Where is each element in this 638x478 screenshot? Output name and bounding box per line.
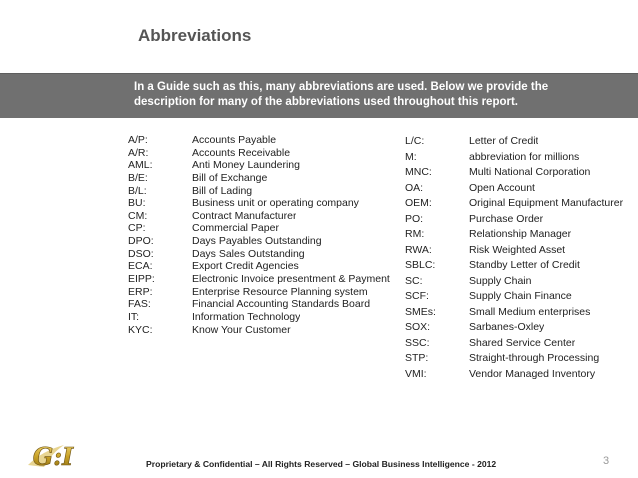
abbreviation-description: Straight-through Processing	[469, 352, 600, 364]
abbreviation-term: SMEs:	[405, 305, 436, 318]
abbreviation-description: Shared Service Center	[469, 336, 576, 349]
abbreviation-row	[405, 150, 637, 166]
abbreviation-description: Days Payables Outstanding	[192, 235, 322, 248]
abbreviation-term: A/R:	[128, 146, 149, 159]
abbreviation-term: OEM:	[405, 197, 432, 209]
abbreviation-term: STP:	[405, 352, 429, 364]
abbreviation-term: FAS:	[128, 298, 151, 311]
abbreviation-list-left	[128, 134, 398, 336]
abbreviation-term: DSO:	[128, 247, 154, 260]
abbreviation-row	[128, 260, 398, 273]
abbreviation-row	[128, 311, 398, 324]
abbreviation-term: EIPP:	[128, 273, 155, 286]
abbreviation-description: Small Medium enterprises	[469, 305, 591, 318]
abbreviation-description: Bill of Exchange	[192, 171, 268, 184]
abbreviation-description: Risk Weighted Asset	[469, 243, 566, 256]
abbreviation-description: Commercial Paper	[192, 222, 279, 235]
abbreviation-description: Multi National Corporation	[469, 166, 591, 178]
abbreviation-term: PO:	[405, 212, 424, 225]
abbreviation-description: Know Your Customer	[192, 323, 291, 336]
abbreviation-description: Supply Chain Finance	[469, 290, 572, 302]
abbreviation-description: abbreviation for millions	[469, 150, 580, 163]
abbreviation-row	[128, 235, 398, 248]
abbreviation-row	[405, 351, 637, 367]
abbreviation-term: A/P:	[128, 134, 148, 146]
intro-line-2: description for many of the abbreviations used throughout this report.	[134, 96, 518, 108]
abbreviation-description: Bill of Lading	[192, 184, 253, 197]
abbreviation-row	[128, 159, 398, 172]
abbreviation-term: RM:	[405, 228, 425, 240]
abbreviation-description: Accounts Receivable	[192, 146, 291, 159]
abbreviation-description: Purchase Order	[469, 212, 544, 225]
abbreviation-term: DPO:	[128, 235, 154, 248]
abbreviation-term: M:	[405, 150, 417, 163]
abbreviation-row	[405, 227, 637, 243]
abbreviation-description: Business unit or operating company	[192, 197, 359, 210]
abbreviation-row	[405, 165, 637, 181]
intro-line-1: In a Guide such as this, many abbreviations are used. Below we provide the	[134, 81, 549, 93]
abbreviation-term: L/C:	[405, 135, 425, 147]
abbreviation-term: SCF:	[405, 290, 429, 302]
abbreviation-term: MNC:	[405, 166, 432, 178]
abbreviation-row	[128, 172, 398, 185]
logo-text: G:I	[32, 442, 74, 471]
abbreviation-description: Relationship Manager	[469, 228, 572, 240]
abbreviation-description: Supply Chain	[469, 274, 532, 287]
abbreviation-row	[405, 336, 637, 352]
abbreviation-row	[405, 289, 637, 305]
abbreviation-term: CP:	[128, 222, 146, 235]
abbreviation-description: Standby Letter of Credit	[469, 259, 580, 271]
abbreviation-description: Original Equipment Manufacturer	[469, 197, 624, 209]
abbreviation-description: Vendor Managed Inventory	[469, 367, 596, 380]
abbreviation-row	[128, 248, 398, 261]
abbreviation-description: Letter of Credit	[469, 135, 539, 147]
abbreviation-row	[128, 298, 398, 311]
abbreviation-row	[405, 320, 637, 336]
abbreviation-row	[405, 212, 637, 228]
abbreviation-term: VMI:	[405, 367, 427, 380]
abbreviation-list-right	[405, 134, 637, 382]
abbreviation-row	[405, 305, 637, 321]
abbreviation-description: Enterprise Resource Planning system	[192, 285, 368, 298]
abbreviation-row	[128, 197, 398, 210]
abbreviation-row	[405, 367, 637, 383]
abbreviation-description: Days Sales Outstanding	[192, 247, 305, 260]
abbreviation-row	[128, 273, 398, 286]
abbreviation-row	[405, 274, 637, 290]
abbreviation-row	[128, 134, 398, 147]
page-title: Abbreviations	[138, 26, 252, 45]
intro-text	[134, 80, 604, 110]
abbreviation-description: Contract Manufacturer	[192, 209, 297, 222]
footer-text: Proprietary & Confidential – All Rights Reserved – Global Business Intelligence - 2012	[146, 459, 497, 469]
abbreviation-row	[405, 181, 637, 197]
abbreviation-term: B/L:	[128, 184, 147, 197]
intro-banner	[0, 73, 638, 118]
abbreviation-row	[128, 185, 398, 198]
page-number: 3	[603, 455, 610, 467]
abbreviation-term: ERP:	[128, 285, 153, 298]
abbreviation-term: RWA:	[405, 243, 432, 256]
abbreviation-row	[405, 134, 637, 150]
abbreviation-term: SC:	[405, 274, 423, 287]
abbreviation-row	[128, 324, 398, 337]
abbreviation-description: Open Account	[469, 181, 535, 194]
abbreviation-term: IT:	[128, 310, 140, 323]
abbreviation-term: OA:	[405, 181, 424, 194]
abbreviation-row	[405, 243, 637, 259]
abbreviation-row	[128, 286, 398, 299]
abbreviation-row	[405, 258, 637, 274]
abbreviation-description: Electronic Invoice presentment & Payment	[192, 273, 390, 286]
abbreviation-term: AML:	[128, 159, 153, 172]
abbreviation-description: Information Technology	[192, 310, 301, 323]
abbreviation-description: Export Credit Agencies	[192, 260, 299, 273]
abbreviation-term: SOX:	[405, 321, 431, 333]
abbreviation-term: SSC:	[405, 336, 430, 349]
abbreviation-description: Accounts Payable	[192, 134, 277, 146]
abbreviation-description: Sarbanes-Oxley	[469, 321, 545, 333]
abbreviation-term: B/E:	[128, 171, 148, 184]
abbreviation-term: SBLC:	[405, 259, 436, 271]
gi-logo	[24, 439, 82, 473]
abbreviation-description: Financial Accounting Standards Board	[192, 298, 371, 311]
abbreviation-row	[405, 196, 637, 212]
abbreviation-row	[128, 210, 398, 223]
abbreviation-term: CM:	[128, 209, 148, 222]
abbreviation-description: Anti Money Laundering	[192, 159, 300, 172]
abbreviation-term: KYC:	[128, 323, 153, 336]
abbreviation-term: BU:	[128, 197, 146, 210]
abbreviation-row	[128, 147, 398, 160]
abbreviation-term: ECA:	[128, 260, 153, 273]
abbreviation-row	[128, 222, 398, 235]
